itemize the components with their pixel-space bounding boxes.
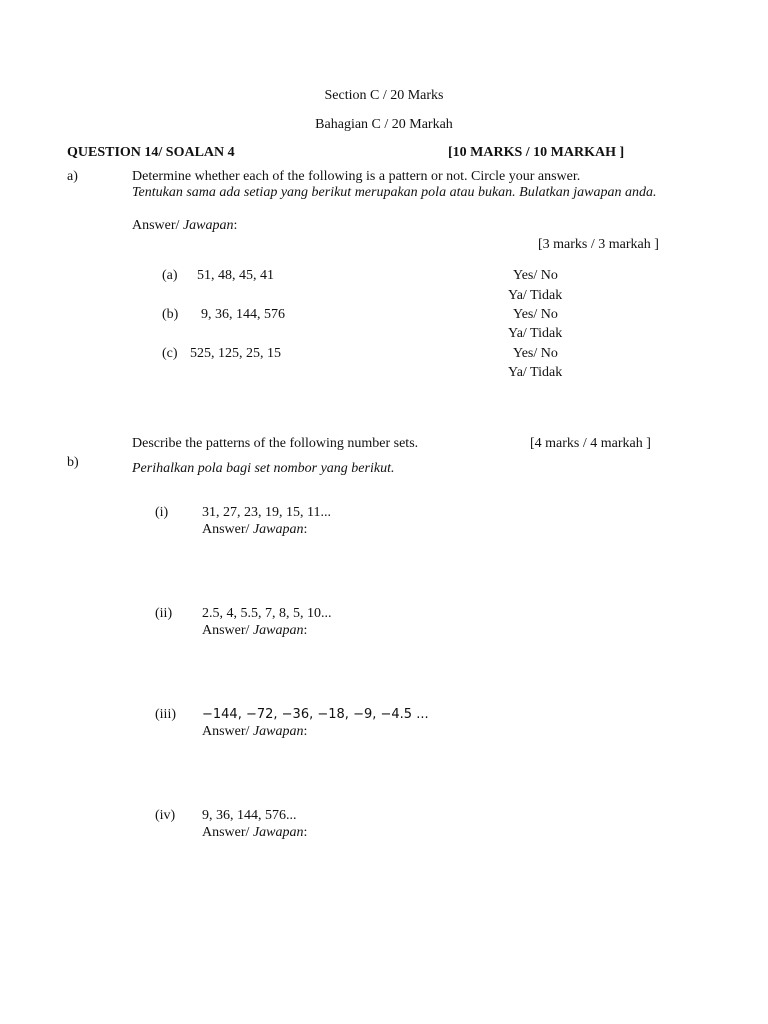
part-a-instruction-en: Determine whether each of the following is a pattern or not. Circle your answer. bbox=[132, 169, 581, 184]
question-marks: [10 MARKS / 10 MARKAH ] bbox=[448, 145, 625, 160]
part-b-instruction-en: Describe the patterns of the following number sets. bbox=[132, 436, 419, 451]
part-a-instruction-my: Tentukan sama ada setiap yang berikut merupakan pola atau bukan. Bulatkan jawapan anda. bbox=[132, 185, 657, 200]
part-b-item-label: (ii) bbox=[155, 606, 173, 621]
part-a-answer-line bbox=[132, 216, 237, 235]
part-b-answer-line bbox=[202, 621, 307, 640]
answer-italic: Jawapan bbox=[252, 623, 304, 638]
part-a-item-choice-my[interactable]: Ya/ Tidak bbox=[508, 288, 563, 303]
answer-prefix: Answer/ bbox=[202, 724, 250, 739]
part-b-answer-line bbox=[202, 823, 307, 842]
part-a-item-sequence: 51, 48, 45, 41 bbox=[197, 268, 274, 283]
part-b-answer-line bbox=[202, 722, 307, 741]
answer-italic: Jawapan bbox=[252, 724, 304, 739]
answer-prefix: Answer/ bbox=[202, 623, 250, 638]
part-b-label: b) bbox=[67, 455, 79, 470]
part-a-item-choice-my[interactable]: Ya/ Tidak bbox=[508, 326, 563, 341]
part-b-item-label: (i) bbox=[155, 505, 169, 520]
answer-italic: Jawapan bbox=[182, 218, 234, 233]
question-title: QUESTION 14/ SOALAN 4 bbox=[67, 145, 235, 160]
part-b-item-label: (iii) bbox=[155, 707, 176, 722]
part-b-answer-line bbox=[202, 520, 307, 539]
part-a-item-choice-en[interactable]: Yes/ No bbox=[513, 307, 558, 322]
answer-prefix: Answer/ bbox=[202, 522, 250, 537]
answer-colon: : bbox=[233, 218, 238, 233]
part-b-item-sequence: −144, −72, −36, −18, −9, −4.5 ... bbox=[202, 707, 429, 722]
answer-italic: Jawapan bbox=[252, 825, 304, 840]
part-a-item-label: (c) bbox=[162, 346, 178, 361]
part-a-item-label: (a) bbox=[162, 268, 178, 283]
answer-prefix: Answer/ bbox=[132, 218, 180, 233]
part-a-item-choice-en[interactable]: Yes/ No bbox=[513, 346, 558, 361]
part-a-item-sequence: 525, 125, 25, 15 bbox=[190, 346, 281, 361]
answer-colon: : bbox=[303, 825, 308, 840]
part-b-item-sequence: 2.5, 4, 5.5, 7, 8, 5, 10... bbox=[202, 606, 332, 621]
section-title-en: Section C / 20 Marks bbox=[324, 88, 444, 103]
part-a-item-sequence: 9, 36, 144, 576 bbox=[201, 307, 285, 322]
part-b-marks: [4 marks / 4 markah ] bbox=[530, 436, 651, 451]
part-b-item-label: (iv) bbox=[155, 808, 176, 823]
part-a-item-choice-en[interactable]: Yes/ No bbox=[513, 268, 558, 283]
part-b-item-sequence: 31, 27, 23, 19, 15, 11... bbox=[202, 505, 331, 520]
answer-prefix: Answer/ bbox=[202, 825, 250, 840]
answer-colon: : bbox=[303, 724, 308, 739]
section-title-my: Bahagian C / 20 Markah bbox=[315, 117, 453, 132]
answer-colon: : bbox=[303, 623, 308, 638]
part-a-marks: [3 marks / 3 markah ] bbox=[538, 237, 659, 252]
part-b-instruction-my: Perihalkan pola bagi set nombor yang berikut. bbox=[132, 461, 395, 476]
part-b-item-sequence: 9, 36, 144, 576... bbox=[202, 808, 297, 823]
answer-italic: Jawapan bbox=[252, 522, 304, 537]
part-a-label: a) bbox=[67, 169, 78, 184]
answer-colon: : bbox=[303, 522, 308, 537]
part-a-item-choice-my[interactable]: Ya/ Tidak bbox=[508, 365, 563, 380]
part-a-item-label: (b) bbox=[162, 307, 179, 322]
